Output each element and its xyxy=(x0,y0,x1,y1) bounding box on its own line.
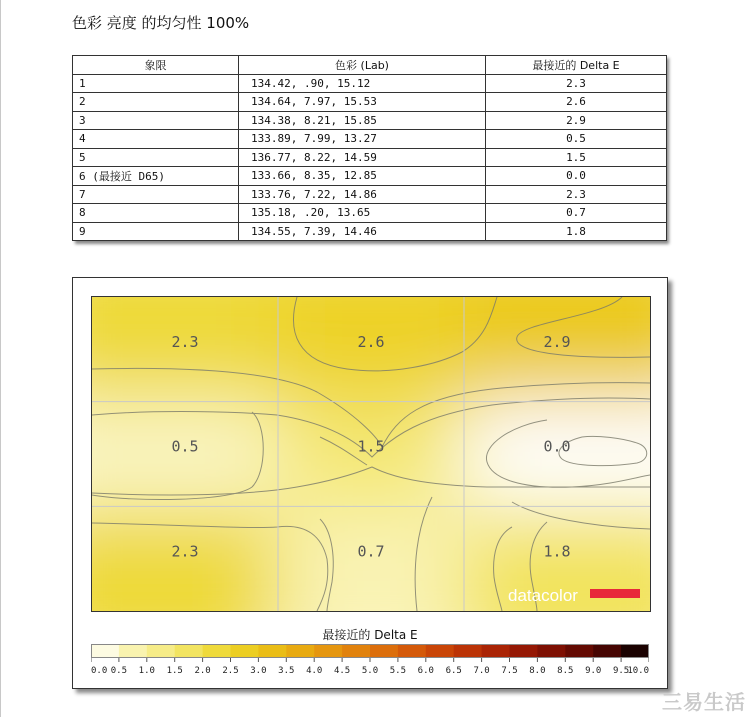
heatmap-cell-label: 0.0 xyxy=(543,437,571,456)
uniformity-table-container xyxy=(72,55,666,241)
scale-tick-label: 0.0 xyxy=(91,666,108,676)
delta-e-cell: 1.8 xyxy=(486,222,667,241)
quadrant-cell: 2 xyxy=(73,93,239,112)
scale-swatch xyxy=(286,644,314,658)
scale-swatch xyxy=(482,644,510,658)
scale-swatch xyxy=(426,644,454,658)
lab-cell: 133.66, 8.35, 12.85 xyxy=(239,167,486,186)
delta-e-cell: 2.6 xyxy=(486,93,667,112)
lab-cell: 134.64, 7.97, 15.53 xyxy=(239,93,486,112)
scale-tick-label: 3.0 xyxy=(250,666,267,676)
page-title: 色彩 亮度 的均匀性 100% xyxy=(72,14,250,32)
heatmap-cell-label: 1.8 xyxy=(543,542,571,561)
uniformity-heatmap xyxy=(92,297,650,611)
scale-tick-label: 10.0 xyxy=(627,666,649,676)
scale-swatches xyxy=(91,644,649,658)
delta-e-cell: 2.3 xyxy=(486,185,667,204)
table-row xyxy=(73,111,667,130)
scale-tick-labels xyxy=(91,658,649,676)
quadrant-cell: 4 xyxy=(73,130,239,149)
scale-tick-label: 1.0 xyxy=(138,666,155,676)
scale-swatch xyxy=(398,644,426,658)
lab-cell: 133.76, 7.22, 14.86 xyxy=(239,185,486,204)
scale-tick-label: 8.0 xyxy=(529,666,546,676)
scale-swatch xyxy=(454,644,482,658)
header-lab-color: 色彩 (Lab) xyxy=(239,56,486,75)
scale-tick-label: 9.0 xyxy=(585,666,602,676)
scale-swatch xyxy=(510,644,538,658)
heatmap-cell-label: 1.5 xyxy=(357,437,385,456)
delta-e-cell: 0.7 xyxy=(486,204,667,223)
watermark-logo: 三易生活 xyxy=(662,690,746,714)
scale-swatch xyxy=(147,644,175,658)
lab-cell: 134.38, 8.21, 15.85 xyxy=(239,111,486,130)
lab-cell: 134.42, .90, 15.12 xyxy=(239,74,486,93)
table-row xyxy=(73,167,667,186)
lab-cell: 135.18, .20, 13.65 xyxy=(239,204,486,223)
scale-swatch xyxy=(621,644,649,658)
scale-swatch xyxy=(231,644,259,658)
table-row xyxy=(73,130,667,149)
scale-tick-label: 2.5 xyxy=(222,666,239,676)
heatmap-cell-label: 0.5 xyxy=(171,437,199,456)
scale-swatch xyxy=(175,644,203,658)
scale-swatch xyxy=(91,644,119,658)
lab-cell: 133.89, 7.99, 13.27 xyxy=(239,130,486,149)
table-row xyxy=(73,93,667,112)
uniformity-chart-panel xyxy=(72,277,668,689)
lab-cell: 134.55, 7.39, 14.46 xyxy=(239,222,486,241)
quadrant-cell: 3 xyxy=(73,111,239,130)
heatmap-cell-label: 2.9 xyxy=(543,332,571,351)
scale-tick-label: 1.5 xyxy=(166,666,183,676)
quadrant-cell: 6 (最接近 D65) xyxy=(73,167,239,186)
delta-e-cell: 1.5 xyxy=(486,148,667,167)
delta-e-color-scale xyxy=(91,644,649,678)
quadrant-cell: 7 xyxy=(73,185,239,204)
scale-tick-label: 7.5 xyxy=(501,666,518,676)
quadrant-cell: 8 xyxy=(73,204,239,223)
scale-tick-label: 6.0 xyxy=(417,666,434,676)
scale-swatch xyxy=(565,644,593,658)
scale-tick-label: 7.0 xyxy=(473,666,490,676)
quadrant-cell: 5 xyxy=(73,148,239,167)
scale-swatch xyxy=(314,644,342,658)
scale-tick-label: 0.5 xyxy=(110,666,128,676)
uniformity-heatmap-frame xyxy=(91,296,651,612)
table-row xyxy=(73,74,667,93)
scale-tick-label: 9.5 xyxy=(612,666,630,676)
scale-swatch xyxy=(342,644,370,658)
scale-tick-label: 5.5 xyxy=(389,666,407,676)
table-row xyxy=(73,222,667,241)
table-row xyxy=(73,185,667,204)
table-header-row xyxy=(73,56,667,75)
scale-tick-label: 4.0 xyxy=(306,666,323,676)
table-row xyxy=(73,204,667,223)
delta-e-cell: 2.3 xyxy=(486,74,667,93)
legend-title: 最接近的 Delta E xyxy=(322,628,418,642)
heatmap-cell-label: 2.3 xyxy=(171,332,199,351)
delta-e-cell: 2.9 xyxy=(486,111,667,130)
quadrant-cell: 1 xyxy=(73,74,239,93)
quadrant-cell: 9 xyxy=(73,222,239,241)
scale-swatch xyxy=(370,644,398,658)
scale-tick-label: 8.5 xyxy=(557,666,574,676)
header-quadrant: 象限 xyxy=(73,56,239,75)
heatmap-cell-label: 2.3 xyxy=(171,542,199,561)
heatmap-cell-label: 0.7 xyxy=(357,542,385,561)
scale-tick-label: 4.5 xyxy=(333,666,351,676)
scale-tick-label: 6.5 xyxy=(445,666,462,676)
page-left-rule xyxy=(0,0,1,717)
heatmap-cell-label: 2.6 xyxy=(357,332,385,351)
scale-swatch xyxy=(203,644,231,658)
datacolor-logo-text: datacolor xyxy=(508,586,578,605)
datacolor-logo-bar xyxy=(590,589,640,598)
header-delta-e: 最接近的 Delta E xyxy=(486,56,667,75)
scale-swatch xyxy=(593,644,621,658)
table-row xyxy=(73,148,667,167)
scale-tick-label: 2.0 xyxy=(194,666,211,676)
scale-tick-label: 3.5 xyxy=(278,666,295,676)
scale-swatch xyxy=(537,644,565,658)
delta-e-cell: 0.0 xyxy=(486,167,667,186)
uniformity-table xyxy=(72,55,667,241)
scale-swatch xyxy=(258,644,286,658)
scale-tick-label: 5.0 xyxy=(361,666,379,676)
delta-e-cell: 0.5 xyxy=(486,130,667,149)
scale-swatch xyxy=(119,644,147,658)
lab-cell: 136.77, 8.22, 14.59 xyxy=(239,148,486,167)
